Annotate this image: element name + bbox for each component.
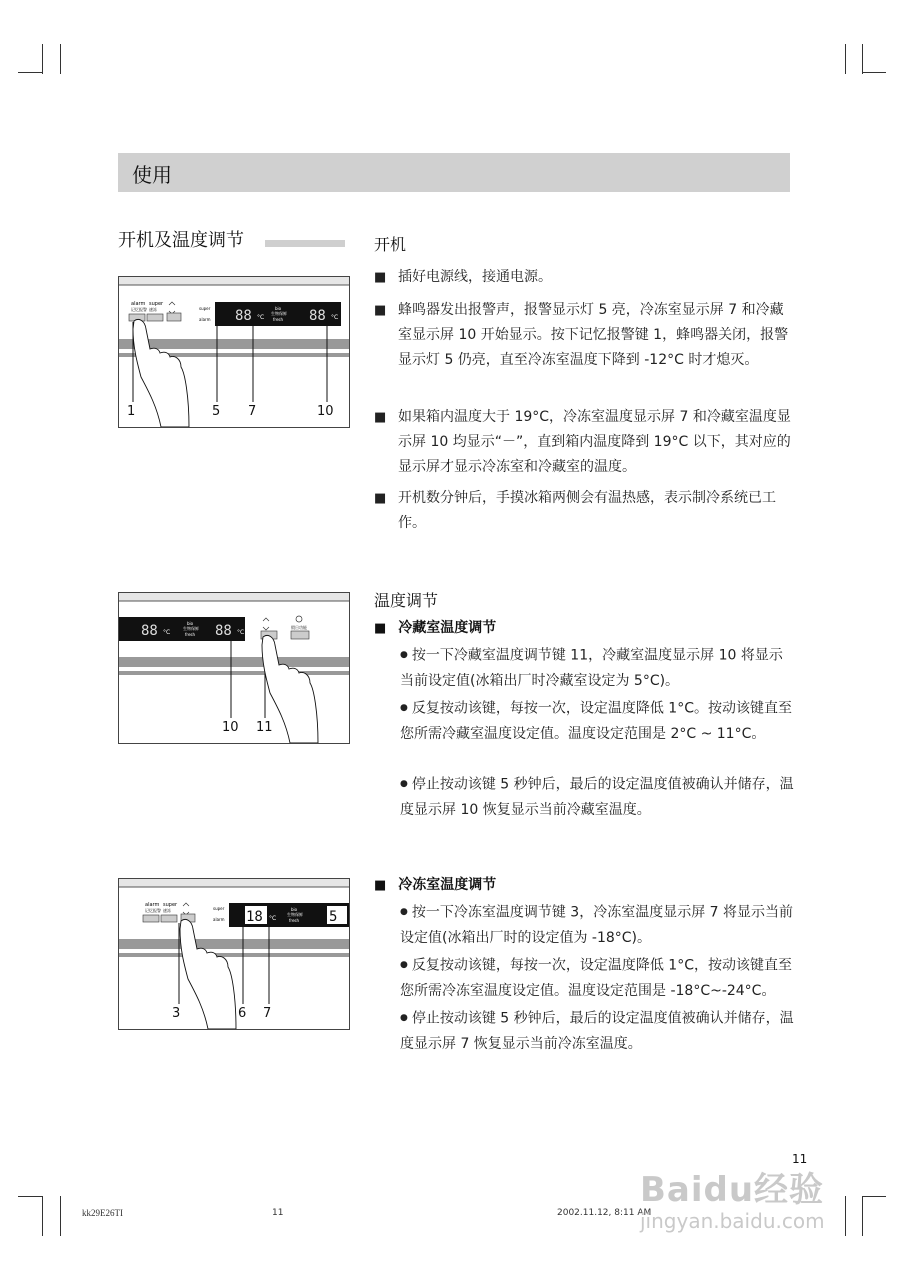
crop-mark <box>862 44 863 74</box>
svg-text:bio: bio <box>275 306 282 311</box>
crop-mark <box>845 1196 846 1236</box>
svg-text:alarm: alarm <box>213 917 225 922</box>
list-item: ■ 开机数分钟后，手摸冰箱两侧会有温热感，表示制冷系统已工作。 <box>374 486 794 536</box>
svg-text:88: 88 <box>235 308 252 324</box>
svg-text:super: super <box>213 906 225 911</box>
page-subtitle: 开机及温度调节 <box>118 230 244 251</box>
svg-text:假日功能: 假日功能 <box>291 625 307 630</box>
list-item: ● 停止按动该键 5 秒钟后，最后的设定温度值被确认并储存，温度显示屏 7 恢复显示当前冷冻室温度。 <box>400 1010 794 1052</box>
svg-text:super: super <box>199 306 211 311</box>
footer-date: 2002.11.12, 8:11 AM <box>557 1208 652 1218</box>
svg-text:alarm: alarm <box>131 301 146 307</box>
footer-file: kk29E26TI <box>82 1208 123 1218</box>
control-panel-diagram <box>119 277 349 427</box>
svg-text:生物保鲜: 生物保鲜 <box>183 626 199 631</box>
watermark <box>640 1162 825 1233</box>
callout-label: 5 <box>212 404 221 419</box>
freezer-heading: ■ 冷冻室温度调节 <box>374 874 496 894</box>
svg-text:fresh: fresh <box>289 918 300 923</box>
list-item: ■ 蜂鸣器发出报警声，报警显示灯 5 亮，冷冻室显示屏 7 和冷藏室显示屏 10 开始显示。按下记忆报警键 1，蜂鸣器关闭，报警显示灯 5 仍亮，直至冷冻室温度下降到 -12°C 时才熄灭。 <box>374 298 794 373</box>
svg-text:速冻: 速冻 <box>149 307 157 312</box>
svg-text:记忆报警: 记忆报警 <box>131 307 147 312</box>
svg-text:记忆报警: 记忆报警 <box>145 908 161 913</box>
svg-text:°C: °C <box>331 314 339 321</box>
list-item: ● 反复按动该键，每按一次，设定温度降低 1°C。按动该键直至您所需冷藏室温度设定值。温度设定范围是 2°C ~ 11°C。 <box>400 700 792 742</box>
footer-page: 11 <box>272 1208 284 1218</box>
svg-text:速冻: 速冻 <box>163 908 171 913</box>
crop-mark <box>42 44 43 74</box>
svg-text:88: 88 <box>309 308 326 324</box>
list-item: ● 反复按动该键，每按一次，设定温度降低 1°C，按动该键直至您所需冷冻室温度设定值。温度设定范围是 -18°C~-24°C。 <box>400 957 792 999</box>
section-title: 使用 <box>132 163 172 187</box>
callout-label: 6 <box>238 1006 247 1021</box>
fridge-heading: ■ 冷藏室温度调节 <box>374 617 496 637</box>
callout-label: 3 <box>172 1006 181 1021</box>
svg-text:super: super <box>149 301 164 307</box>
svg-text:°C: °C <box>257 314 265 321</box>
svg-text:bio: bio <box>187 621 194 626</box>
svg-text:fresh: fresh <box>273 317 284 322</box>
crop-mark <box>42 1196 43 1236</box>
control-panel-diagram <box>119 879 349 1029</box>
control-panel-figure-1 <box>118 276 350 428</box>
crop-mark <box>862 72 886 73</box>
list-item: ● 按一下冷冻室温度调节键 3，冷冻室温度显示屏 7 将显示当前设定值(冰箱出厂时的设定值为 -18°C)。 <box>400 904 794 946</box>
callout-label: 1 <box>127 404 136 419</box>
crop-mark <box>18 1196 42 1197</box>
svg-text:°C: °C <box>269 915 277 922</box>
watermark-url: jingyan.baidu.com <box>640 1209 825 1233</box>
svg-text:18: 18 <box>246 909 263 925</box>
crop-mark <box>862 1196 863 1236</box>
crop-mark <box>845 44 846 74</box>
list-item: ■ 插好电源线，接通电源。 <box>374 265 794 290</box>
callout-label: 10 <box>317 404 334 419</box>
power-on-title: 开机 <box>374 235 407 254</box>
page-number: 11 <box>792 1152 808 1166</box>
callout-label: 7 <box>263 1006 272 1021</box>
list-item: ● 停止按动该键 5 秒钟后，最后的设定温度值被确认并储存，温度显示屏 10 恢复显示当前冷藏室温度。 <box>400 776 794 818</box>
watermark-brand: Baidu经验 <box>640 1170 825 1210</box>
svg-text:bio: bio <box>291 907 298 912</box>
subtitle-rule <box>265 240 345 247</box>
svg-text:fresh: fresh <box>185 632 196 637</box>
svg-text:88: 88 <box>141 623 158 639</box>
svg-text:5: 5 <box>329 909 338 925</box>
svg-text:88: 88 <box>215 623 232 639</box>
list-item: ● 按一下冷藏室温度调节键 11，冷藏室温度显示屏 10 将显示当前设定值(冰箱出厂时冷藏室设定为 5°C)。 <box>400 647 783 689</box>
svg-text:生物保鲜: 生物保鲜 <box>271 311 287 316</box>
callout-label: 10 <box>222 720 239 735</box>
svg-text:alarm: alarm <box>145 902 160 908</box>
crop-mark <box>60 44 61 74</box>
svg-text:super: super <box>163 902 178 908</box>
list-item: ■ 如果箱内温度大于 19°C，冷冻室温度显示屏 7 和冷藏室温度显示屏 10 均显示“－”，直到箱内温度降到 19°C 以下，其对应的显示屏才显示冷冻室和冷藏室的温度。 <box>374 405 794 480</box>
svg-text:°C: °C <box>163 629 171 636</box>
svg-text:°C: °C <box>237 629 245 636</box>
callout-label: 11 <box>256 720 273 735</box>
temp-adjust-title: 温度调节 <box>374 591 439 610</box>
section-header <box>118 153 790 192</box>
svg-text:alarm: alarm <box>199 317 211 322</box>
crop-mark <box>18 72 42 73</box>
control-panel-figure-3 <box>118 878 350 1030</box>
callout-label: 7 <box>248 404 257 419</box>
svg-text:生物保鲜: 生物保鲜 <box>287 912 303 917</box>
crop-mark <box>60 1196 61 1236</box>
crop-mark <box>862 1196 886 1197</box>
